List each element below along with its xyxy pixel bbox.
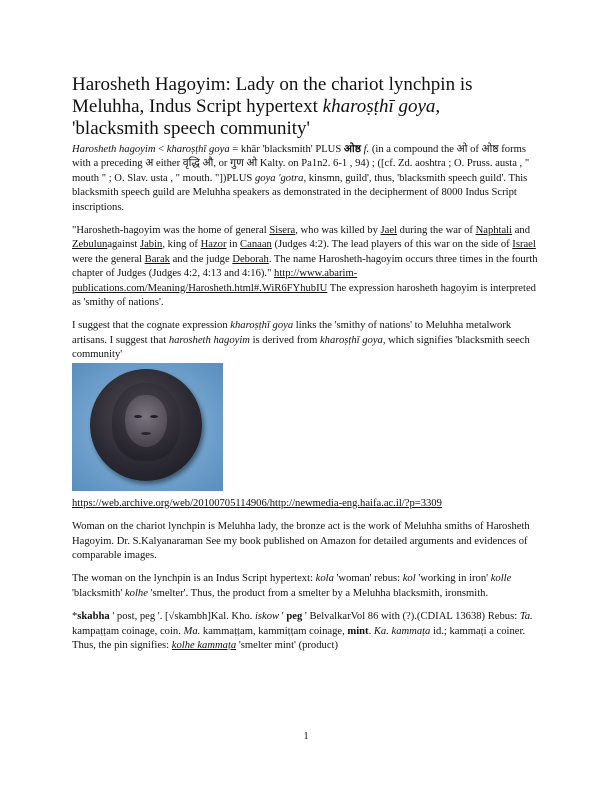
- link-zebulun[interactable]: Zebulun: [72, 239, 108, 251]
- page-title: Harosheth Hagoyim: Lady on the chariot lynchpin is Meluhha, Indus Script hypertext kharoṣṭhī goya, 'blacksmith speech community': [72, 74, 473, 139]
- document-page: [72, 74, 544, 653]
- title-line-3: 'blacksmith speech community': [72, 118, 310, 139]
- page-number: 1: [303, 731, 309, 742]
- link-barak[interactable]: Barak: [144, 253, 170, 265]
- paragraph-skabha: *skabha ' post, peg '. [√skambh]Kal. Kho. iskow ' peg ' BelvalkarVol 86 with (?).(CDIAL 13638) Rebus: Ta. kampaṭṭam coinage, coin. Ma. kammaṭṭam, kammiṭṭam coinage, mint. Ka. kammaṭa id.; kammaṭi a coiner. Thus, the pin signifies: kolhe kammaṭa 'smelter mint' (product): [72, 611, 533, 651]
- link-jabin[interactable]: Jabin: [139, 239, 163, 251]
- link-hazor[interactable]: Hazor: [200, 239, 227, 251]
- lynchpin-photo: [72, 363, 223, 491]
- link-abarim[interactable]: http://www.abarim-publications.com/Meaning/Harosheth.html#.WiR6FYhubIU: [72, 268, 358, 294]
- paragraph-lady: Woman on the chariot lynchpin is Meluhha lady, the bronze act is the work of Meluhha smiths of Harosheth Hagoyim. Dr. S.Kalyanaraman See my book published on Amazon for detailed arguments and evidences of comparable images.: [72, 521, 530, 561]
- link-canaan[interactable]: Canaan: [240, 239, 272, 251]
- link-naphtali[interactable]: Naphtali: [475, 225, 513, 237]
- link-deborah[interactable]: Deborah: [232, 253, 269, 265]
- link-sisera[interactable]: Sisera: [269, 225, 296, 237]
- paragraph-judges: "Harosheth-hagoyim was the home of general Sisera, who was killed by Jael during the war of Naphtali and Zebulunagainst Jabin, king of Hazor in Canaan (Judges 4:2). The lead players of this war on the side of Israel were the general Barak and the judge Deborah. The name Harosheth-hagoyim occurs three times in the fourth chapter of Judges (Judges 4:2, 4:13 and 4:16)." http://www.abarim-publications.com/Meaning/Harosheth.html#.WiR6FYhubIU The expression harosheth hagoyim is interpreted as 'smithy of nations'.: [72, 225, 538, 309]
- paragraph-etymology: Harosheth hagoyim < kharoṣṭhī goya = khār 'blacksmith' PLUS ओष्ठ f. (in a compound the ओ of ओष्ठ forms with a preceding अ either वृद्धि औ, or गुण ओ Kalty. on Pa1n2. 6-1 , 94) ; ([cf. Zd. aoshtra ; O. Pruss. austa , " mouth " ; O. Slav. usta , " mouth. "])PLUS goya 'gotra, kinsmn, guild', thus, 'blacksmith speech guild'. This blacksmith speech guild are Meluhha speakers as demonstrated in the decipherment of 8000 Indus Script inscriptions.: [72, 144, 530, 213]
- image-source-line: [72, 497, 544, 511]
- title-italic: kharoṣṭhī goya: [322, 96, 436, 117]
- bronze-medallion: [90, 369, 202, 481]
- link-web-archive[interactable]: https://web.archive.org/web/20100705114906/http://newmedia-eng.haifa.ac.il/?p=3309: [72, 497, 442, 509]
- link-israel[interactable]: Israel: [512, 239, 536, 251]
- paragraph-suggestion: I suggest that the cognate expression kharoṣṭhī goya links the 'smithy of nations' to Meluhha metalwork artisans. I suggest that harosheth hagoyim is derived from kharoṣṭhī goya, which signifies 'blacksmith seech community': [72, 320, 530, 361]
- paragraph-hypertext: The woman on the lynchpin is an Indus Script hypertext: kola 'woman' rebus: kol 'working in iron' kolle 'blacksmith' kolhe 'smelter'. Thus, the product from a smelter by a Meluhha blacksmith, ironsmith.: [72, 573, 512, 599]
- link-jael[interactable]: Jael: [380, 225, 398, 237]
- face-shape: [125, 395, 167, 447]
